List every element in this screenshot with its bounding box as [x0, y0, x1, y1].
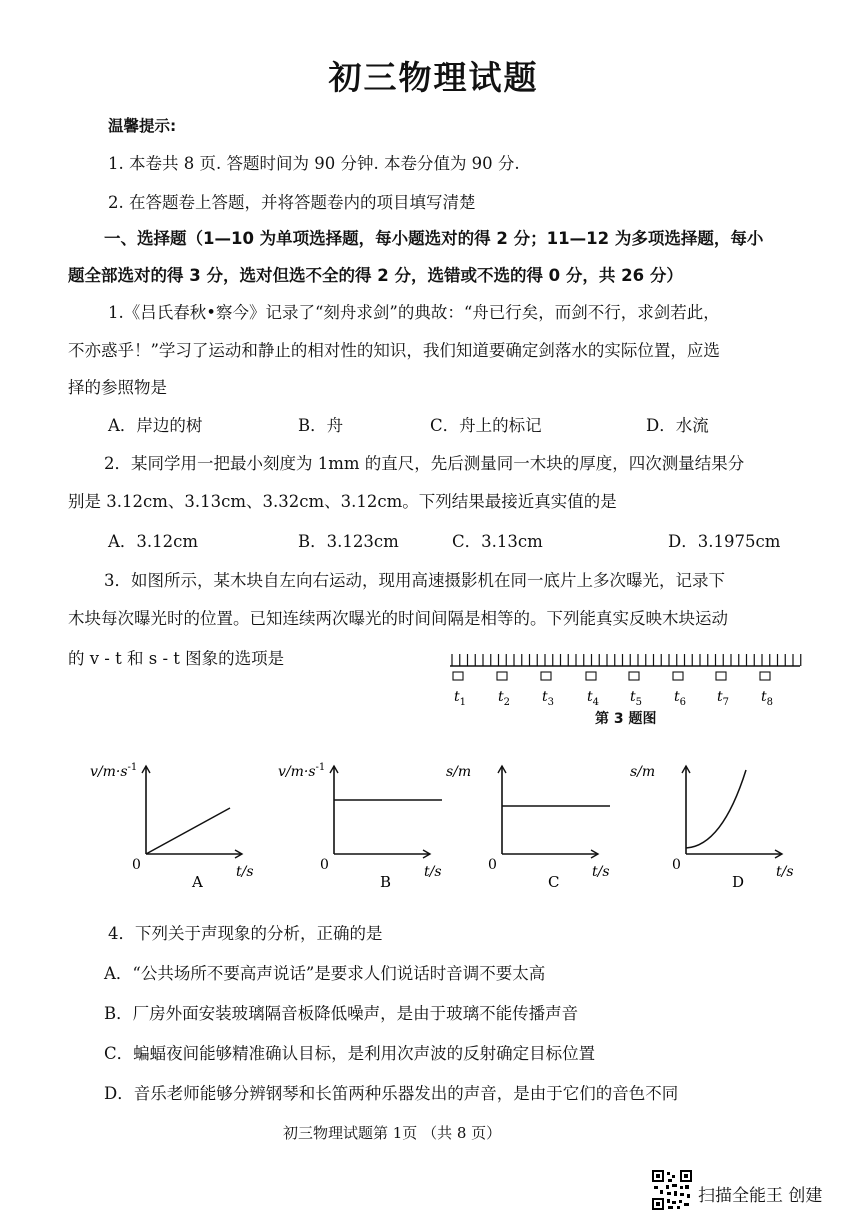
graph-xlabel: t/s [592, 864, 610, 880]
graph-curve [686, 770, 746, 848]
graph-A [90, 762, 254, 891]
q4-option-a: A．“公共场所不要高声说话”是要求人们说话时音调不要太高 [104, 964, 546, 983]
q2-option-d: D．3.1975cm [668, 532, 781, 551]
figure-caption: 第 3 题图 [595, 711, 657, 727]
time-label: $t_4$ [587, 689, 600, 708]
q4-option-c: C．蝙蝠夜间能够精准确认目标，是利用次声波的反射确定目标位置 [104, 1044, 596, 1063]
graph-ylabel: $v/m\cdot s^{-1}$ [90, 762, 138, 780]
q3-line-1: 3．如图所示，某木块自左向右运动，现用高速摄影机在同一底片上多次曝光，记录下 [104, 571, 725, 590]
block-marker [629, 672, 639, 680]
time-label: $t_8$ [761, 689, 774, 708]
qr-code-icon [652, 1170, 692, 1210]
q4-option-d: D．音乐老师能够分辨钢琴和长笛两种乐器发出的声音，是由于它们的音色不同 [104, 1084, 679, 1103]
tip-1: 1. 本卷共 8 页. 答题时间为 90 分钟. 本卷分值为 90 分. [108, 154, 520, 173]
graph-option-letter: B [380, 873, 392, 891]
watermark-text: 扫描全能王 创建 [698, 1186, 823, 1206]
section-heading-line-1: 一、选择题（1—10 为单项选择题，每小题选对的得 2 分；11—12 为多项选择题，每小 [104, 229, 764, 248]
block-marker [586, 672, 596, 680]
graph-origin: 0 [132, 857, 141, 873]
time-label: $t_6$ [674, 689, 687, 708]
time-labels [454, 689, 773, 708]
graph-curve [146, 808, 230, 854]
graph-option-letter: A [192, 873, 203, 891]
q1-line-2: 不亦惑乎！”学习了运动和静止的相对性的知识，我们知道要确定剑落水的实际位置，应选 [68, 341, 720, 360]
q2-line-1: 2．某同学用一把最小刻度为 1mm 的直尺，先后测量同一木块的厚度，四次测量结果分 [104, 454, 745, 473]
q1-option-b: B．舟 [298, 416, 344, 435]
graph-xlabel: t/s [236, 864, 254, 880]
graph-B [278, 762, 442, 891]
graph-origin: 0 [320, 857, 329, 873]
q3-line-2: 木块每次曝光时的位置。已知连续两次曝光的时间间隔是相等的。下列能真实反映木块运动 [68, 609, 728, 628]
time-label: $t_5$ [630, 689, 643, 708]
block-marker [453, 672, 463, 680]
q1-option-a: A．岸边的树 [108, 416, 203, 435]
block-marker [497, 672, 507, 680]
q1-option-c: C．舟上的标记 [430, 416, 542, 435]
q3-line-3: 的 v - t 和 s - t 图象的选项是 [68, 649, 285, 668]
tip-2: 2. 在答题卷上答题，并将答题卷内的项目填写清楚 [108, 193, 476, 212]
block-marker [673, 672, 683, 680]
q1-option-d: D．水流 [646, 416, 709, 435]
graph-ylabel: $v/m\cdot s^{-1}$ [278, 762, 326, 780]
q4-stem: 4．下列关于声现象的分析，正确的是 [108, 924, 383, 943]
q1-line-1: 1.《吕氏春秋•察今》记录了“刻舟求剑”的典故：“舟已行矣，而剑不行，求剑若此， [108, 303, 720, 322]
q3-figure [440, 645, 810, 745]
time-label: $t_3$ [542, 689, 555, 708]
graph-xlabel: t/s [424, 864, 442, 880]
graph-origin: 0 [488, 857, 497, 873]
graph-C [446, 764, 610, 891]
graph-option-letter: D [732, 873, 745, 891]
graph-xlabel: t/s [776, 864, 794, 880]
graph-D [630, 764, 794, 891]
graph-option-letter: C [548, 873, 560, 891]
time-label: $t_2$ [498, 689, 511, 708]
graph-origin: 0 [672, 857, 681, 873]
time-label: $t_1$ [454, 689, 467, 708]
section-heading-line-2: 题全部选对的得 3 分，选对但选不全的得 2 分，选错或不选的得 0 分，共 26 分） [68, 266, 683, 285]
q4-option-b: B．厂房外面安装玻璃隔音板降低噪声，是由于玻璃不能传播声音 [104, 1004, 579, 1023]
graph-ylabel: s/m [446, 764, 472, 780]
graph-ylabel: s/m [630, 764, 656, 780]
tips-heading: 温馨提示: [108, 117, 177, 135]
ruler [450, 654, 801, 666]
block-marker [716, 672, 726, 680]
page-footer: 初三物理试题第 1页 （共 8 页） [283, 1124, 502, 1142]
q2-line-2: 别是 3.12cm、3.13cm、3.32cm、3.12cm。下列结果最接近真实值的是 [68, 492, 617, 511]
q2-option-c: C．3.13cm [452, 532, 543, 551]
block-positions [453, 672, 770, 680]
q2-option-b: B．3.123cm [298, 532, 399, 551]
q1-line-3: 择的参照物是 [68, 378, 167, 397]
page-title: 初三物理试题 [328, 58, 539, 97]
q3-graphs [80, 750, 810, 900]
time-label: $t_7$ [717, 689, 730, 708]
block-marker [760, 672, 770, 680]
q2-option-a: A．3.12cm [108, 532, 199, 551]
block-marker [541, 672, 551, 680]
